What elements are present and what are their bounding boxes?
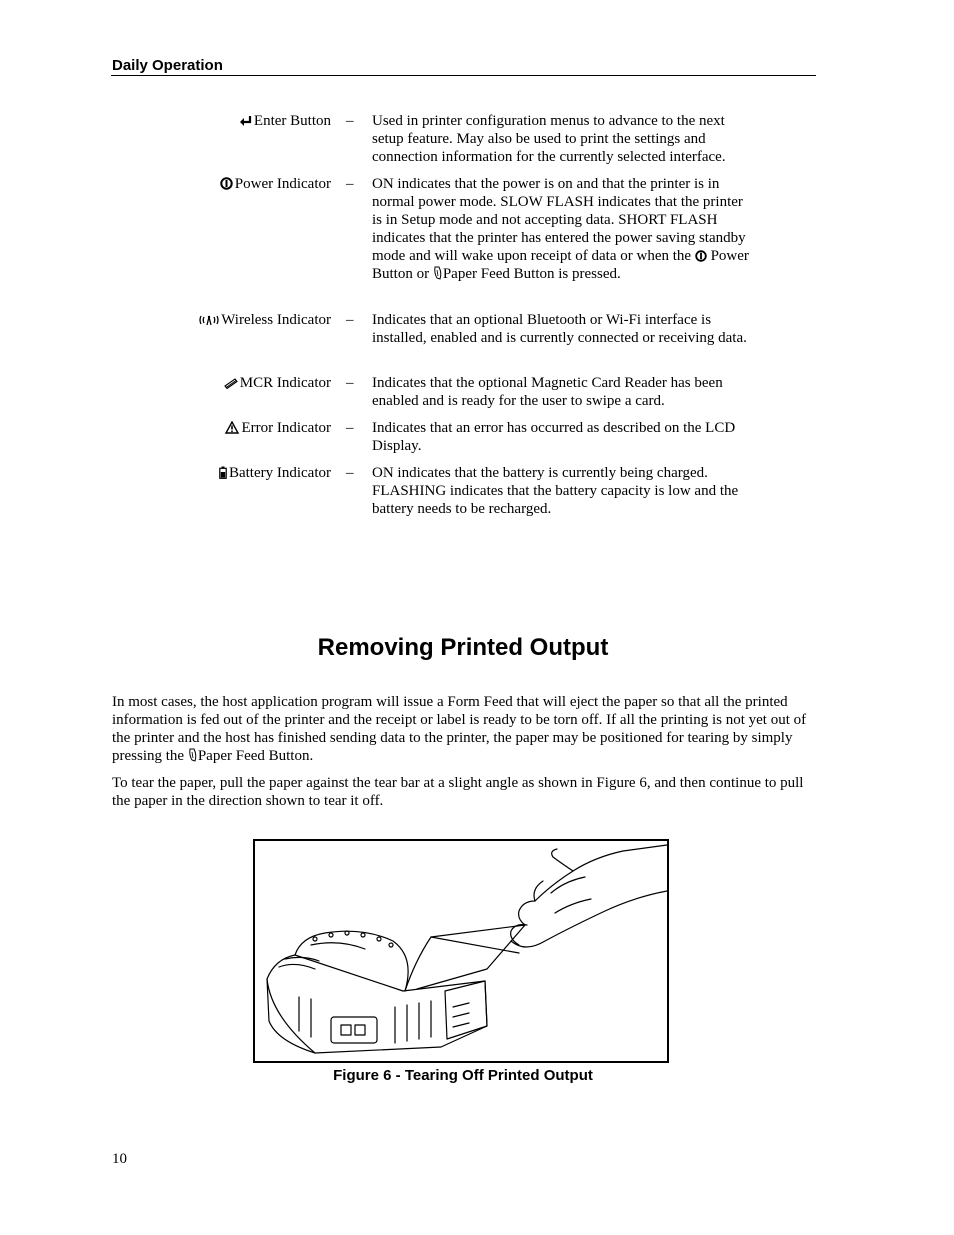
- description-text: Power Button or: [372, 248, 749, 282]
- definition-description: ON indicates that the battery is currently being charged. FLASHING indicates that the battery capacity is low and the battery needs to be recharged.: [372, 465, 739, 517]
- running-header-title: Daily Operation: [112, 57, 223, 74]
- paper-feed-icon: [188, 748, 198, 762]
- description-text: Paper Feed Button is pressed.: [442, 266, 621, 282]
- paper-feed-icon: [433, 266, 443, 280]
- definition-description: Used in printer configuration menus to advance to the next setup feature. May also be used to print the settings and connection information for the currently selected interface.: [372, 113, 726, 165]
- definition-term: Wireless Indicator: [221, 312, 331, 328]
- paragraph-text: In most cases, the host application program will issue a Form Feed that will eject the paper so that all the printed information is fed out of the printer and the receipt or label is ready to be torn off. If all the printing is not yet out of the printer and the host has finished sending data to the printer, the paper may be positioned for tearing by simply pressing the: [112, 694, 807, 764]
- definition-dash: –: [346, 312, 354, 328]
- definition-description: Indicates that an optional Bluetooth or Wi-Fi interface is installed, enabled and is currently connected or receiving data.: [372, 312, 747, 346]
- section-heading: Removing Printed Output: [317, 634, 609, 661]
- definition-dash: –: [346, 420, 354, 436]
- definition-dash: –: [346, 176, 354, 192]
- definition-description: Indicates that the optional Magnetic Card Reader has been enabled and is ready for the user to swipe a card.: [372, 375, 723, 409]
- definition-description: [372, 175, 752, 283]
- definition-term: Error Indicator: [241, 420, 331, 436]
- figure-illustration: [253, 839, 669, 1063]
- enter-arrow-icon: [239, 115, 252, 127]
- power-icon: [695, 250, 707, 262]
- page-number: 10: [112, 1151, 127, 1167]
- definition-description: Indicates that an error has occurred as described on the LCD Display.: [372, 420, 736, 454]
- printer-tearing-illustration: [255, 841, 667, 1061]
- figure-caption: Figure 6 - Tearing Off Printed Output: [333, 1067, 593, 1084]
- paragraph-text: Paper Feed Button.: [197, 748, 314, 764]
- warning-triangle-icon: [225, 421, 239, 434]
- definition-term: Battery Indicator: [228, 465, 331, 481]
- wireless-icon: [199, 314, 219, 326]
- definition-term: Power Indicator: [234, 176, 331, 192]
- body-paragraph: To tear the paper, pull the paper against the tear bar at a slight angle as shown in Figure 6, and then continue to pull the paper in the direction shown to tear it off.: [112, 775, 804, 809]
- body-paragraph: [112, 693, 812, 765]
- definition-dash: –: [346, 465, 354, 481]
- definition-dash: –: [346, 375, 354, 391]
- power-icon: [220, 177, 233, 190]
- definition-term: Enter Button: [253, 113, 331, 129]
- card-icon: [224, 378, 238, 389]
- header-rule: [111, 75, 816, 76]
- battery-icon: [219, 466, 227, 479]
- definition-term: MCR Indicator: [239, 375, 331, 391]
- definition-dash: –: [346, 113, 354, 129]
- description-text: ON indicates that the power is on and that the printer is in normal power mode. SLOW FLASH indicates that the printer is in Setup mode and not accepting data. SHORT FLASH indicates that the printer has entered the power saving standby mode and will wake upon receipt of data or when the: [372, 176, 746, 264]
